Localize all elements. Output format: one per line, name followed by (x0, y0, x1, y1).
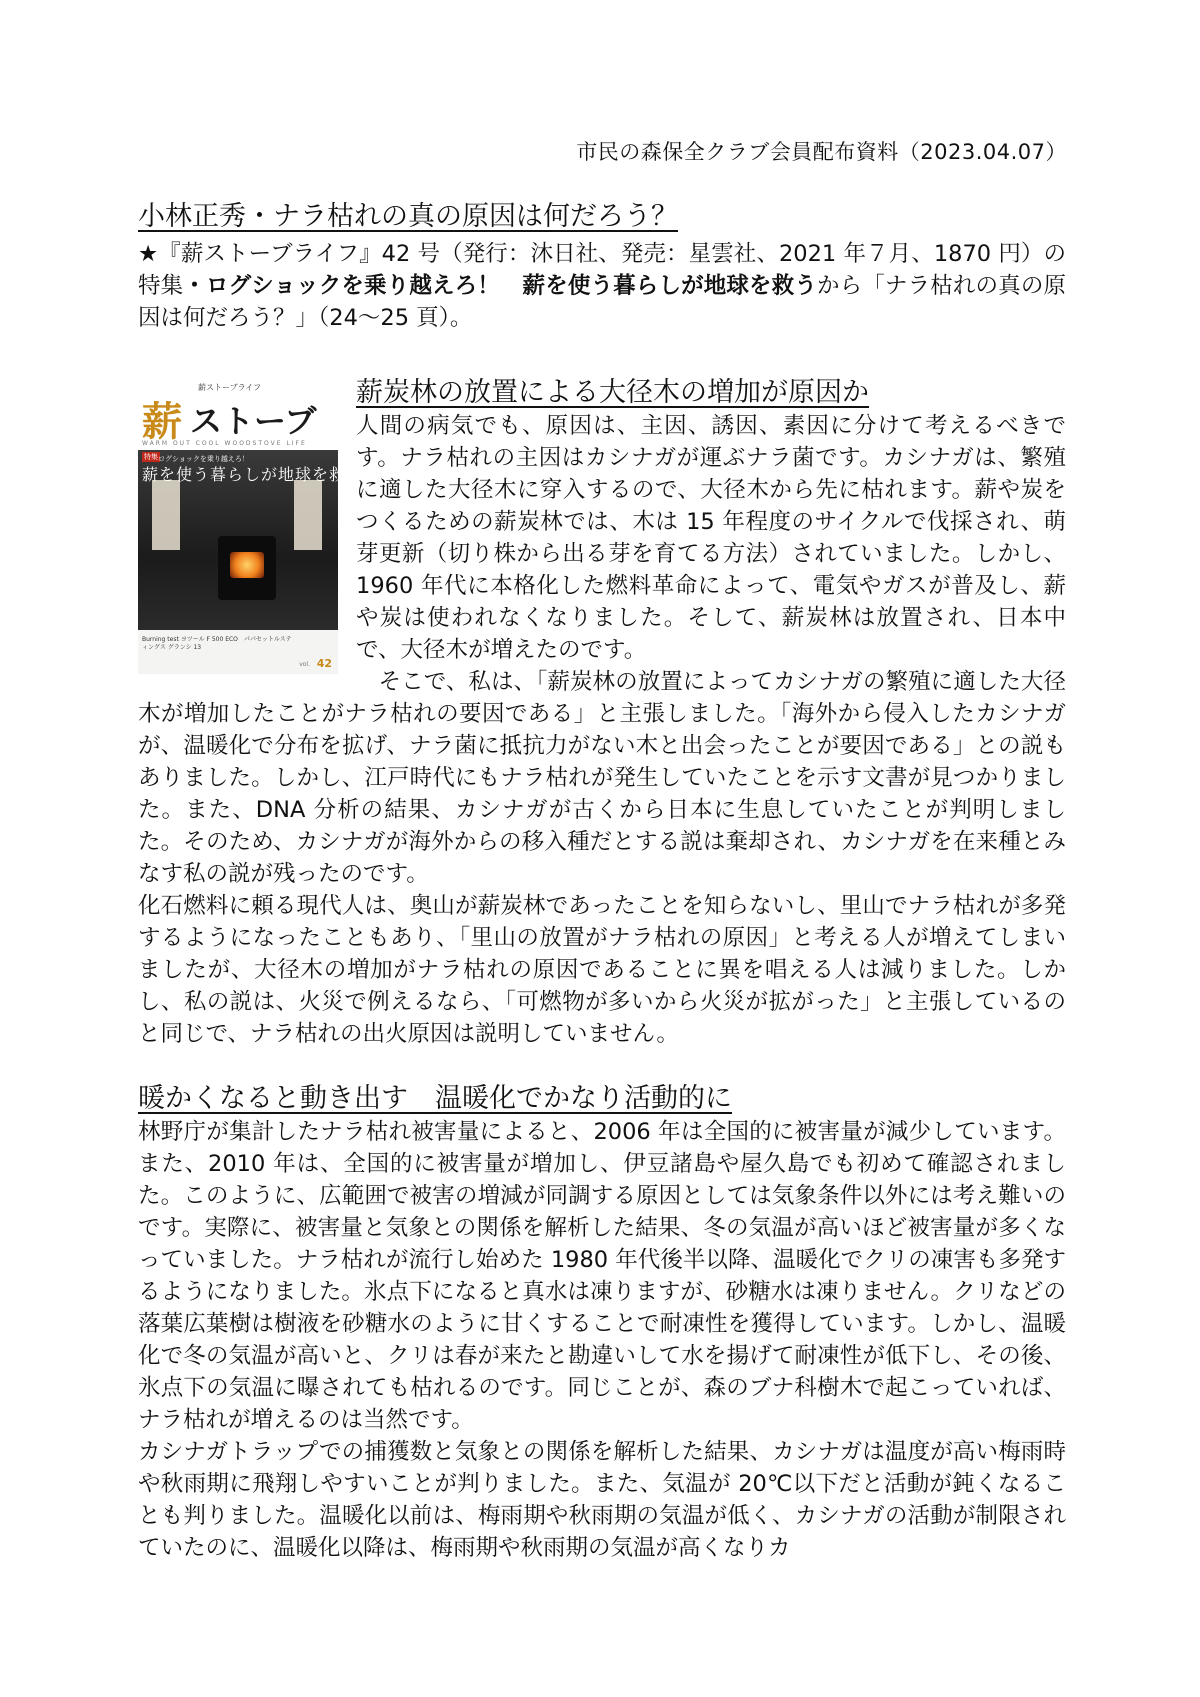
section-2-heading: 暖かくなると動き出す 温暖化でかなり活動的に (138, 1083, 732, 1114)
section-2-paragraph: 林野庁が集計したナラ枯れ被害量によると、2006 年は全国的に被害量が減少しています。また、2010 年は、全国的に被害量が増加し、伊豆諸島や屋久島でも初めて確認されました。このように、広範囲で被害の増減が同調する原因としては気象条件以外には考え難いのです。実際に、被害量と気象との関係を解析した結果、冬の気温が高いほど被害量が多くなっていました。ナラ枯れが流行し始めた 1980 年代後半以降、温暖化でクリの凍害も多発するようになりました。氷点下になると真水は凍りますが、砂糖水は凍りません。クリなどの落葉広葉樹は樹液を砂糖水のように甘くすることで耐凍性を獲得しています。しかし、温暖化で冬の気温が高いと、クリは春が来たと勘違いして水を揚げて耐凍性が低下し、その後、氷点下の気温に曝されても枯れるのです。同じことが、森のブナ科樹木で起こっていれば、ナラ枯れが増えるのは当然です。 (138, 1119, 1066, 1433)
section-1 (138, 376, 1066, 1050)
cover-issue-prefix: vol. (299, 661, 310, 668)
section-1-paragraph: そこで、私は、「薪炭林の放置によってカシナガの繁殖に適した大径木が増加したことがナラ枯れの要因である」と主張しました。「海外から侵入したカシナガが、温暖化で分布を拡げ、ナラ菌に抵抗力がない木と出会ったことが要因である」との説もありました。しかし、江戸時代にもナラ枯れが発生していたことを示す文書が見つかりました。また、DNA 分析の結果、カシナガが古くから日本に生息していたことが判明しました。そのため、カシナガが海外からの移入種だとする説は棄却され、カシナガを在来種とみなす私の説が残ったのです。 (138, 669, 1066, 887)
magazine-cover-image (138, 378, 364, 674)
window-shape (152, 480, 180, 550)
cover-badge: 特集 (144, 453, 158, 461)
header-note: 市民の森保全クラブ会員配布資料（2023.04.07） (576, 140, 1067, 164)
intro-paragraph (138, 238, 1066, 334)
cover-logo: ストーブ (190, 402, 317, 440)
intro-feature-title: ・ログショックを乗り越えろ！ 薪を使う暮らしが地球を救う (183, 273, 817, 299)
section-1-paragraph: 化石燃料に頼る現代人は、奥山が薪炭林であったことを知らないし、里山でナラ枯れが多発するようになったこともあり、「里山の放置がナラ枯れの原因」と考える人が増えてしまいましたが、大径木の増加がナラ枯れの原因であることに異を唱える人は減りました。しかし、私の説は、火災で例えるなら、「可燃物が多いから火災が拡がった」と主張しているのと同じで、ナラ枯れの出火原因は説明していません。 (138, 893, 1066, 1047)
window-shape (294, 480, 322, 550)
section-2-paragraph: カシナガトラップでの捕獲数と気象との関係を解析した結果、カシナガは温度が高い梅雨時や秋雨期に飛翔しやすいことが判りました。また、気温が 20℃以下だと活動が鈍くなることも判りました。温暖化以前は、梅雨期や秋雨期の気温が低く、カシナガの活動が制限されていたのに、温暖化以降は、梅雨期や秋雨期の気温が高くなりカ (138, 1439, 1066, 1561)
intro-pre: ★『薪ストーブライフ』42 号（発行：沐日社、発売：星雲社、2021 年７月、1870 円）の特集 (138, 241, 1066, 299)
section-1-paragraph: 人間の病気でも、原因は、主因、誘因、素因に分けて考えるべきです。ナラ枯れの主因はカシナガが運ぶナラ菌です。カシナガは、繁殖に適した大径木に穿入するので、大径木から先に枯れます。薪や炭をつくるための薪炭林では、木は 15 年程度のサイクルで伐採され、萌芽更新（切り株から出る芽を育てる方法）されていました。しかし、1960 年代に本格化した燃料革命によって、電気やガスが普及し、薪や炭は使われなくなりました。そして、薪炭林は放置され、日本中で、大径木が増えたのです。 (356, 413, 1066, 663)
cover-issue-number: 42 (316, 657, 332, 670)
intro-post: から「ナラ枯れの真の原因は何だろう？」（24～25 頁）。 (138, 273, 1066, 331)
cover-tagline: WARM OUT COOL WOODSTOVE LIFE (142, 440, 307, 447)
cover-headline: 薪を使う暮らしが地球を救う (142, 465, 364, 484)
cover-kanji: 薪 (142, 398, 182, 445)
cover-logo-sub: 薪ストーブライフ (198, 383, 262, 392)
section-2 (138, 1082, 1066, 1564)
section-1-heading: 薪炭林の放置による大径木の増加が原因か (356, 377, 869, 408)
document-body (138, 200, 1066, 1564)
fire-shape (230, 552, 264, 578)
cover-photo-sub: ログショックを乗り越えろ！ (158, 455, 249, 463)
cover-bottom-text: Burning test ヨツール F 500 ECO パパセットルスティングス グランシ 13 (142, 636, 292, 651)
document-title: 小林正秀・ナラ枯れの真の原因は何だろう？ (138, 201, 678, 232)
